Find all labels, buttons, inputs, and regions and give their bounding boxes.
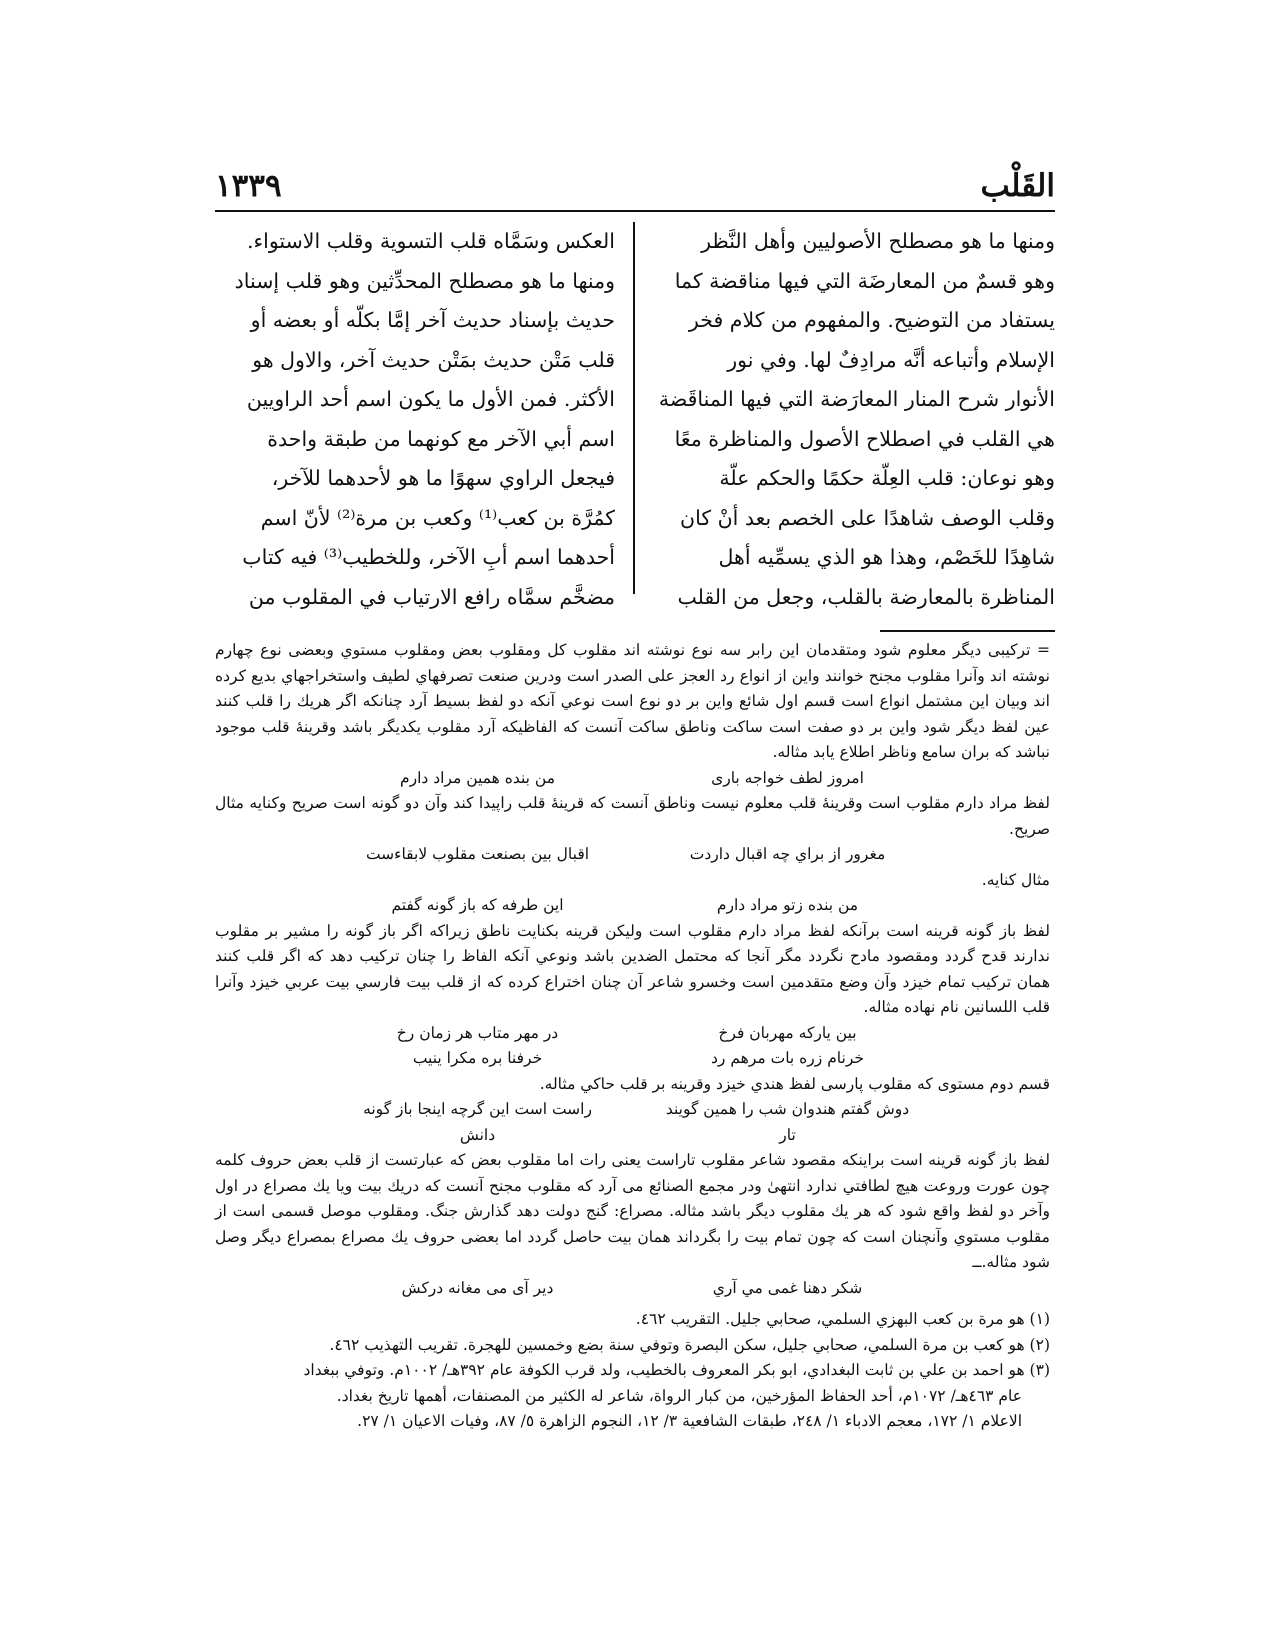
text-line: حديث بإسناد حديث آخر إمَّا بكلّه أو بعضه أو [250,308,615,332]
page-title: القَلْب [980,168,1055,204]
hemistich: اقبال بین بصنعت مقلوب لابقاءست [365,845,590,863]
footnote-paragraph: قسم دوم مستوی که مقلوب پارسی لفظ هندي خیزد وقرینه بر قلب حاکي مثاله. [539,1074,1050,1093]
footnotes-section [215,638,1050,1435]
text-line: الأكثر. فمن الأول ما يكون اسم أحد الراويين [246,387,615,411]
page-header [215,168,1055,208]
verse-line [215,1276,1050,1302]
text-line: الأنوار شرح المنار المعارَضة التي فيها المناقَضة [658,387,1055,411]
text-line: فيجعل الراوي سهوًا ما هو لأحدهما للآخر، [271,466,615,490]
header-rule [215,210,1055,212]
hemistich: امروز لطف خواجه باری [711,768,864,787]
page-number: ١٣٣٩ [215,168,282,204]
text-line: شاهِدًا للخَصْم، وهذا هو الذي يسمِّيه أهل [718,545,1055,569]
verse-line [215,1046,1050,1072]
hemistich: من بنده همین مراد دارم [399,768,556,787]
reference-note: (٢) هو كعب بن مرة السلمي، صحابي جليل، سكن البصرة وتوفي سنة بضع وخمسين للهجرة. تقريب التهذيب ٤٦٢. [329,1335,1050,1354]
hemistich: خرفنا بره مکرا ینیب [412,1049,543,1067]
verse-line [215,1097,1050,1148]
verse-line [215,1021,1050,1047]
hemistich: دوش گفتم هندوان شب را همین گویند تار [665,1100,910,1144]
text-line: المناظرة بالمعارضة بالقلب، وجعل من القلب [677,584,1055,609]
left-column [215,222,615,617]
right-column [655,222,1055,617]
footnote-paragraph: = تركيبی دیگر معلوم شود ومتقدمان این رابر سه نوع نوشته اند مقلوب کل ومقلوب بعض ومقلوب مستوي وبعضی نوع چهارم نوشته اند وآنرا مقلوب مجنح خوانند واین از انواع رد العجز علی الصدر است ودرین صنعت تصرفهاي لطیف واستخراجهاي بدیع کرده اند وبیان این مشتمل انواع است قسم اول شائع واین بر دو نوع است نوعي آنکه دو لفظ بسیط آرد چنانکه اگر هریك را قلب کنند عین لفظ دیگر شود واین بر دو صفت است ساکت وناطق ساکت آنست که الفاظیکه آرد مقلوب یکدیگر باشد وقرینهٔ قلب موجود نباشد که بران سامع وناظر اطلاع یابد مثاله. [215,641,1051,761]
footnote-paragraph: لفظ باز گونه قرینه است برآنکه لفظ مراد دارم مقلوب است ولیکن قرینه بکنایت ناطق زیراکه اگر باز گونه را مشیر بر مقلوب ندارند قدح گردد ومقصود مادح نگردد مگر آنجا که محتمل الضدین باشد ونوعي آنکه الفاظ را چنان ترکیب دهد که اگر قلب کنند همان ترکیب تمام خیزد وآن وضع متقدمین است وخسرو شاعر آن چنان اختراع کرده که از قلب بیت فارسي بیت عربي خیزد وآنرا قلب اللسانین نام نهاده مثاله. [215,921,1050,1016]
hemistich: این طرفه که باز گونه گفتم [391,896,564,914]
hemistich: دیر آی می مغانه درکش [401,1278,554,1297]
reference-note: (٣) هو احمد بن علي بن ثابت البغدادي، ابو بكر المعروف بالخطيب، ولد قرب الكوفة عام ٣٩٢هـ/ ١٠٠٢م. وتوفي ببغداد [303,1361,1050,1379]
text-line: الإسلام وأتباعه أنَّه مرادِفٌ لها. وفي نور [727,347,1055,372]
text-line: وهو نوعان: قلب العِلّة حكمًا والحكم علّة [719,466,1055,490]
text-line: أحدهما اسم أبِ الآخر، وللخطيب⁽³⁾ فيه كتاب [242,545,615,569]
hemistich: شکر دهنا غمی مي آري [712,1278,863,1297]
hemistich: من بنده زتو مراد دارم [716,896,859,914]
text-line: وهو قسمٌ من المعارضَة التي فيها مناقضة كما [674,268,1055,293]
verse-line [215,766,1050,792]
column-divider [633,222,635,594]
two-column-body [215,222,1055,609]
reference-note-continuation: الاعلام ١/ ١٧٢، معجم الادباء ١/ ٢٤٨، طبقات الشافعية ٣/ ١٢، النجوم الزاهرة ٥/ ٨٧، وفيات الاعيان ١/ ٢٧. [357,1412,1022,1430]
verse-line [215,893,1050,919]
text-line: مضخَّم سمَّاه رافع الارتياب في المقلوب من [248,584,615,609]
text-line: هي القلب في اصطلاح الأصول والمناظرة معًا [674,426,1055,451]
reference-notes [215,1307,1050,1435]
footnote-paragraph: لفظ باز گونه قرینه است براینکه مقصود شاعر مقلوب تاراست یعنی رات اما مقلوب بعض که عبارتست از قلب بعض حروف کلمه چون عورت وروعت هیچ لطافتي ندارد انتهیٰ ودر مجمع الصنائع می آرد که مقلوب مجنح آنست که دریك بیت ویا یك مصراع در اول وآخر دو لفظ واقع شود که هر یك مقلوب دیگر باشد مثاله. مصراع: گنج دولت دهد گذارش جنگ. ومقلوب موصل قسمی است از مقلوب مستوي وآنچنان است که چون تمام بیت را بگرداند همان بیت حاصل گردد اما بعضی حروف یك مصراع بمصراع دیگر وصل شود مثاله.ــ [215,1151,1050,1271]
text-line: كمُرَّة بن كعب⁽¹⁾ وكعب بن مرة⁽²⁾ لأنّ اسم [260,505,615,530]
text-line: العكس وسَمَّاه قلب التسوية وقلب الاستواء. [246,229,615,253]
text-line: يستفاد من التوضيح. والمفهوم من كلام فخر [688,308,1055,332]
footnote-separator [880,630,1055,632]
text-line: قلب مَتْن حديث بمَتْن حديث آخر، والاول هو [252,347,615,372]
hemistich: بین یارکه مهربان فرخ [718,1023,857,1042]
footnote-paragraph: مثال کنایه. [981,870,1050,889]
reference-note-continuation: عام ٤٦٣هـ/ ١٠٧٢م، أحد الحفاظ المؤرخين، من كبار الرواة، شاعر له الكثير من المصنفات، أهمها تاريخ بغداد. [336,1386,1022,1405]
text-line: ومنها ما هو مصطلح الأصوليين وأهل النَّظر [701,229,1055,253]
hemistich: در مهر متاب هر زمان رخ [396,1023,559,1042]
hemistich: خرنام زره بات مرهم رد [711,1049,864,1067]
verse-line [215,842,1050,868]
reference-note: (١) هو مرة بن كعب البهزي السلمي، صحابي جليل. التقريب ٤٦٢. [635,1310,1050,1328]
text-line: ومنها ما هو مصطلح المحدِّثين وهو قلب إسناد [234,268,615,293]
text-line: وقلب الوصف شاهدًا على الخصم بعد أنْ كان [680,505,1055,530]
footnote-paragraph: لفظ مراد دارم مقلوب است وقرینهٔ قلب معلوم نیست وناطق آنست که قرینهٔ قلب راپیدا کند وآن دو گونه است صریح وکنایه مثال صریح. [215,794,1050,838]
hemistich: راست است این گرچه اینجا باز گونه دانش [363,1100,592,1144]
text-line: اسم أبي الآخر مع كونهما من طبقة واحدة [267,426,615,451]
hemistich: مغرور از براي چه اقبال داردت [689,845,886,863]
